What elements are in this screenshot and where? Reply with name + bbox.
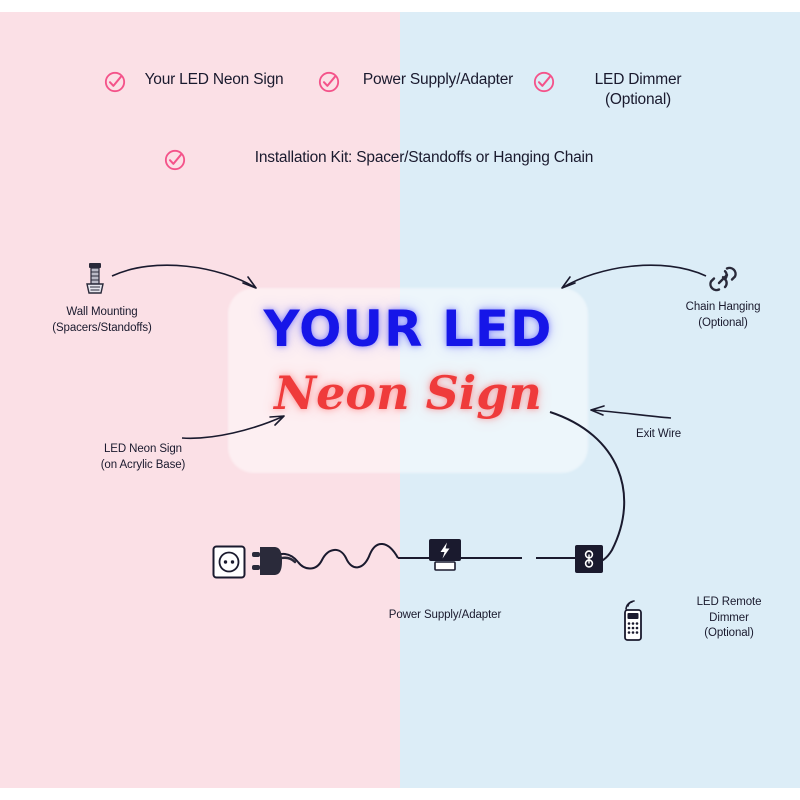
wall-socket-icon	[212, 545, 246, 579]
top-white-band	[0, 0, 800, 12]
callout-led-neon-sign-line2: (on Acrylic Base)	[100, 458, 186, 471]
neon-sign-line-2: Neon Sign	[274, 366, 542, 420]
callout-wall-mounting-line2: (Spacers/Standoffs)	[52, 321, 152, 334]
callout-wall-mounting	[12, 305, 192, 336]
dimmer-box-icon	[574, 544, 604, 574]
callout-exit-wire-line1: Exit Wire	[636, 428, 682, 440]
checklist-item-2	[318, 70, 528, 93]
check-circle-icon	[318, 71, 340, 93]
checklist-label-1: Your LED Neon Sign	[144, 71, 284, 88]
checklist-label-2: Power Supply/Adapter	[362, 71, 514, 88]
checklist-item-1	[104, 70, 304, 93]
callout-led-remote-dimmer	[644, 595, 800, 642]
callout-led-neon-sign-line1: LED Neon Sign	[104, 443, 182, 455]
screw-bolt-icon	[82, 262, 108, 302]
plug-icon	[252, 543, 298, 583]
bottom-white-band	[0, 788, 800, 800]
callout-led-remote-dimmer-line1: LED Remote	[696, 596, 762, 608]
checklist-label-4: Installation Kit: Spacer/Standoffs or Hanging Chain	[254, 149, 594, 166]
check-circle-icon	[104, 71, 126, 93]
arrow-wall-mounting	[110, 258, 270, 308]
callout-chain-hanging-line2: (Optional)	[698, 316, 748, 329]
check-circle-icon	[533, 71, 555, 93]
chain-link-icon	[706, 262, 740, 296]
callout-power-supply	[350, 608, 540, 624]
callout-power-supply-line1: Power Supply/Adapter	[388, 609, 502, 621]
callout-chain-hanging	[635, 300, 800, 331]
neon-sign-line-1: YOUR LED	[263, 300, 553, 358]
callout-wall-mounting-line1: Wall Mounting	[66, 306, 138, 318]
checklist-item-3	[533, 70, 713, 110]
check-circle-icon	[164, 149, 186, 171]
adapter-box-icon	[428, 538, 462, 572]
checklist-label-3: LED Dimmer (Optional)	[594, 71, 682, 108]
callout-chain-hanging-line1: Chain Hanging	[685, 301, 761, 313]
callout-led-remote-dimmer-line3: (Optional)	[704, 627, 754, 640]
callout-led-remote-dimmer-line2: Dimmer	[709, 611, 749, 624]
remote-control-icon	[616, 596, 646, 642]
checklist-item-4	[164, 148, 654, 171]
